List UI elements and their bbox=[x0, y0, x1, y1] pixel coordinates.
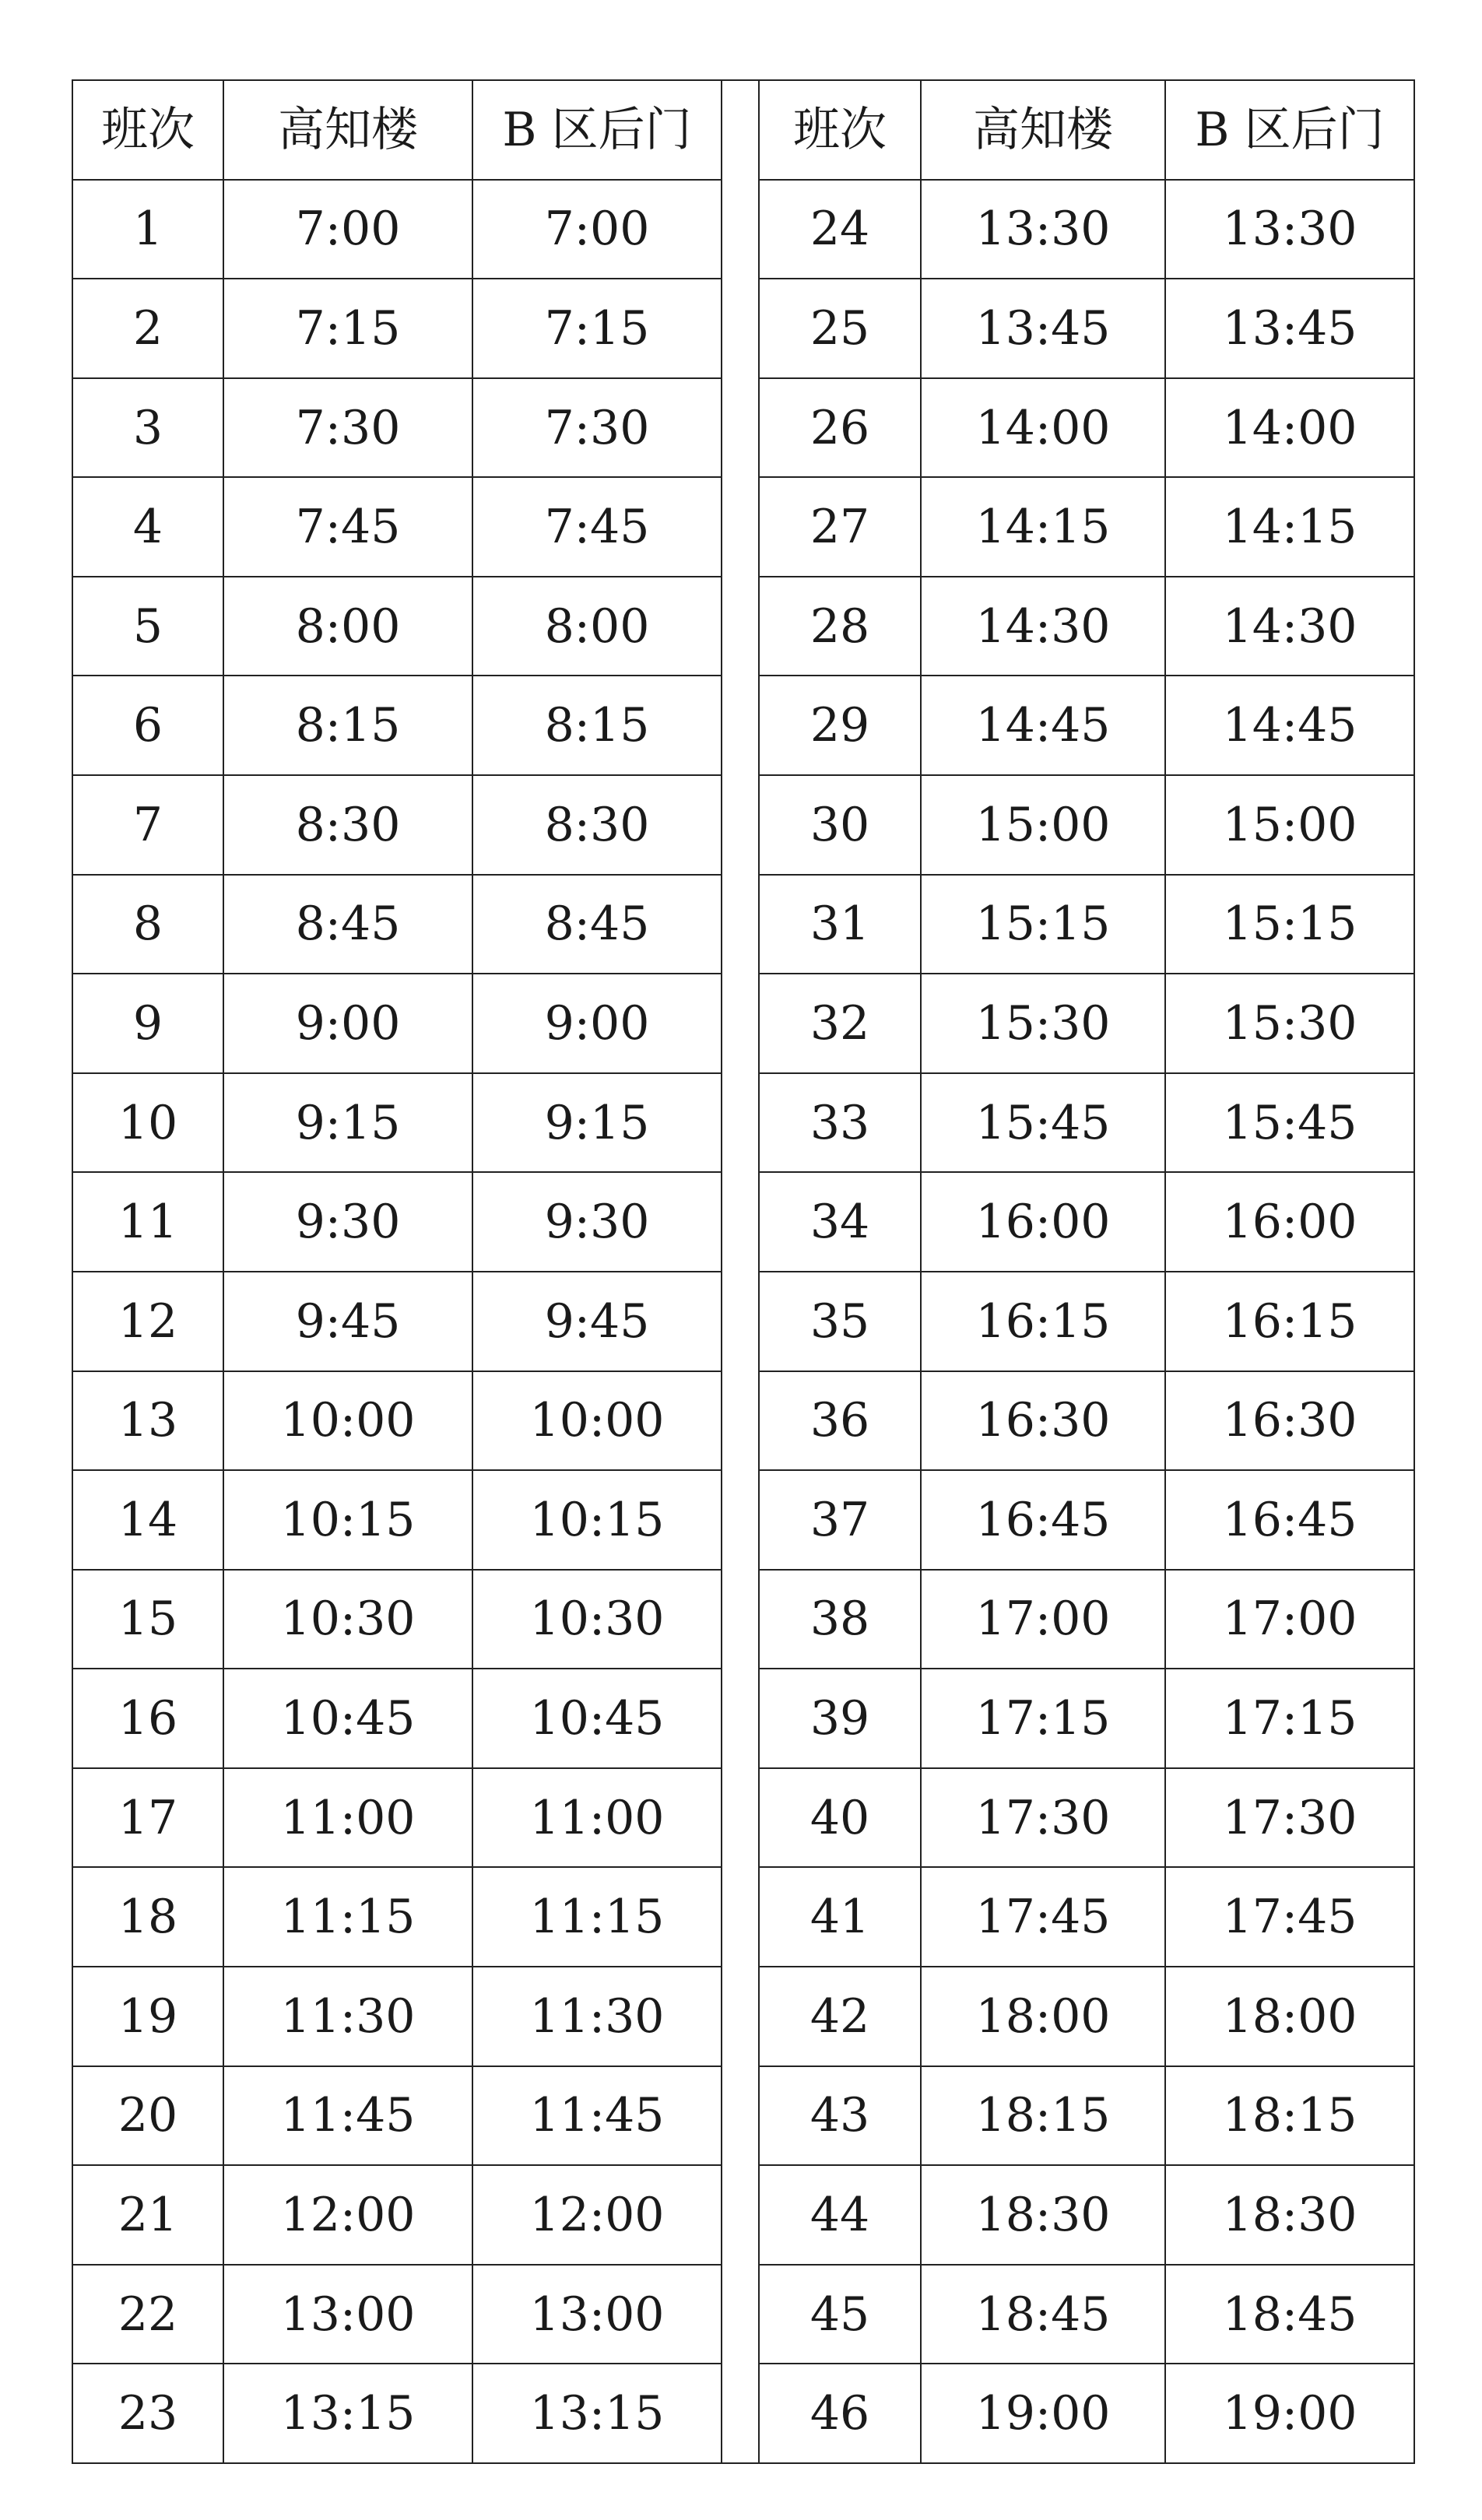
left-gaozhi-building-time: 8:15 bbox=[223, 676, 472, 775]
column-gap bbox=[722, 775, 759, 875]
header-gaozhi-building-time: 高知楼 bbox=[921, 80, 1165, 180]
right-b-area-back-gate-time: 16:00 bbox=[1165, 1172, 1414, 1272]
table-row bbox=[72, 2265, 1414, 2364]
column-gap bbox=[722, 2165, 759, 2265]
column-gap bbox=[722, 1073, 759, 1173]
left-trip-number: 22 bbox=[72, 2265, 223, 2364]
table-row bbox=[72, 577, 1414, 676]
right-gaozhi-building-time: 15:15 bbox=[921, 875, 1165, 974]
left-b-area-back-gate-time: 9:30 bbox=[472, 1172, 722, 1272]
column-gap bbox=[722, 180, 759, 279]
column-gap bbox=[722, 676, 759, 775]
right-gaozhi-building-time: 17:15 bbox=[921, 1669, 1165, 1768]
right-gaozhi-building-time: 14:00 bbox=[921, 378, 1165, 478]
right-gaozhi-building-time: 15:00 bbox=[921, 775, 1165, 875]
right-trip-number: 41 bbox=[759, 1867, 921, 1967]
right-trip-number: 36 bbox=[759, 1371, 921, 1471]
left-trip-number: 23 bbox=[72, 2364, 223, 2463]
left-gaozhi-building-time: 8:45 bbox=[223, 875, 472, 974]
right-b-area-back-gate-time: 14:45 bbox=[1165, 676, 1414, 775]
table-row bbox=[72, 974, 1414, 1073]
right-trip-number: 37 bbox=[759, 1470, 921, 1570]
left-b-area-back-gate-time: 11:15 bbox=[472, 1867, 722, 1967]
table-row bbox=[72, 775, 1414, 875]
right-gaozhi-building-time: 18:00 bbox=[921, 1967, 1165, 2066]
left-gaozhi-building-time: 13:15 bbox=[223, 2364, 472, 2463]
left-b-area-back-gate-time: 8:00 bbox=[472, 577, 722, 676]
table-row bbox=[72, 1073, 1414, 1173]
column-gap bbox=[722, 974, 759, 1073]
right-trip-number: 27 bbox=[759, 477, 921, 577]
column-gap bbox=[722, 1172, 759, 1272]
right-gaozhi-building-time: 17:45 bbox=[921, 1867, 1165, 1967]
table-row bbox=[72, 1967, 1414, 2066]
right-gaozhi-building-time: 16:30 bbox=[921, 1371, 1165, 1471]
left-gaozhi-building-time: 11:30 bbox=[223, 1967, 472, 2066]
column-gap bbox=[722, 1669, 759, 1768]
left-b-area-back-gate-time: 11:30 bbox=[472, 1967, 722, 2066]
right-b-area-back-gate-time: 18:30 bbox=[1165, 2165, 1414, 2265]
left-trip-number: 11 bbox=[72, 1172, 223, 1272]
column-gap bbox=[722, 875, 759, 974]
left-gaozhi-building-time: 7:00 bbox=[223, 180, 472, 279]
right-b-area-back-gate-time: 15:45 bbox=[1165, 1073, 1414, 1173]
right-b-area-back-gate-time: 13:30 bbox=[1165, 180, 1414, 279]
right-gaozhi-building-time: 18:15 bbox=[921, 2066, 1165, 2166]
right-gaozhi-building-time: 19:00 bbox=[921, 2364, 1165, 2463]
right-trip-number: 31 bbox=[759, 875, 921, 974]
right-gaozhi-building-time: 15:45 bbox=[921, 1073, 1165, 1173]
right-b-area-back-gate-time: 18:45 bbox=[1165, 2265, 1414, 2364]
right-trip-number: 32 bbox=[759, 974, 921, 1073]
right-b-area-back-gate-time: 16:15 bbox=[1165, 1272, 1414, 1371]
left-gaozhi-building-time: 9:00 bbox=[223, 974, 472, 1073]
left-trip-number: 6 bbox=[72, 676, 223, 775]
left-trip-number: 16 bbox=[72, 1669, 223, 1768]
left-trip-number: 10 bbox=[72, 1073, 223, 1173]
table-row bbox=[72, 2364, 1414, 2463]
table-row bbox=[72, 1371, 1414, 1471]
table-row bbox=[72, 1470, 1414, 1570]
right-b-area-back-gate-time: 13:45 bbox=[1165, 279, 1414, 378]
left-gaozhi-building-time: 9:45 bbox=[223, 1272, 472, 1371]
left-gaozhi-building-time: 9:15 bbox=[223, 1073, 472, 1173]
left-b-area-back-gate-time: 8:30 bbox=[472, 775, 722, 875]
left-gaozhi-building-time: 9:30 bbox=[223, 1172, 472, 1272]
right-trip-number: 24 bbox=[759, 180, 921, 279]
table-row bbox=[72, 1768, 1414, 1868]
right-gaozhi-building-time: 14:15 bbox=[921, 477, 1165, 577]
right-gaozhi-building-time: 17:30 bbox=[921, 1768, 1165, 1868]
column-gap bbox=[722, 279, 759, 378]
right-gaozhi-building-time: 18:45 bbox=[921, 2265, 1165, 2364]
right-b-area-back-gate-time: 19:00 bbox=[1165, 2364, 1414, 2463]
left-gaozhi-building-time: 11:00 bbox=[223, 1768, 472, 1868]
table-row bbox=[72, 1669, 1414, 1768]
table-row bbox=[72, 1272, 1414, 1371]
column-gap bbox=[722, 2265, 759, 2364]
left-gaozhi-building-time: 8:00 bbox=[223, 577, 472, 676]
left-b-area-back-gate-time: 8:45 bbox=[472, 875, 722, 974]
header-b-area-back-gate-time: B 区后门 bbox=[472, 80, 722, 180]
right-trip-number: 39 bbox=[759, 1669, 921, 1768]
left-gaozhi-building-time: 11:45 bbox=[223, 2066, 472, 2166]
right-trip-number: 45 bbox=[759, 2265, 921, 2364]
right-trip-number: 40 bbox=[759, 1768, 921, 1868]
table-row bbox=[72, 1172, 1414, 1272]
table-row bbox=[72, 1867, 1414, 1967]
right-gaozhi-building-time: 18:30 bbox=[921, 2165, 1165, 2265]
right-trip-number: 29 bbox=[759, 676, 921, 775]
left-trip-number: 13 bbox=[72, 1371, 223, 1471]
right-trip-number: 28 bbox=[759, 577, 921, 676]
header-gaozhi-building-time: 高知楼 bbox=[223, 80, 472, 180]
right-b-area-back-gate-time: 18:00 bbox=[1165, 1967, 1414, 2066]
right-trip-number: 43 bbox=[759, 2066, 921, 2166]
table-row bbox=[72, 378, 1414, 478]
right-gaozhi-building-time: 14:30 bbox=[921, 577, 1165, 676]
left-b-area-back-gate-time: 7:45 bbox=[472, 477, 722, 577]
right-b-area-back-gate-time: 17:30 bbox=[1165, 1768, 1414, 1868]
right-gaozhi-building-time: 13:30 bbox=[921, 180, 1165, 279]
right-b-area-back-gate-time: 16:30 bbox=[1165, 1371, 1414, 1471]
right-trip-number: 34 bbox=[759, 1172, 921, 1272]
column-gap bbox=[722, 1867, 759, 1967]
left-trip-number: 8 bbox=[72, 875, 223, 974]
right-b-area-back-gate-time: 17:00 bbox=[1165, 1570, 1414, 1669]
right-trip-number: 30 bbox=[759, 775, 921, 875]
left-trip-number: 18 bbox=[72, 1867, 223, 1967]
column-gap bbox=[722, 1371, 759, 1471]
left-b-area-back-gate-time: 8:15 bbox=[472, 676, 722, 775]
left-gaozhi-building-time: 8:30 bbox=[223, 775, 472, 875]
left-trip-number: 1 bbox=[72, 180, 223, 279]
header-trip-number: 班次 bbox=[759, 80, 921, 180]
left-b-area-back-gate-time: 13:00 bbox=[472, 2265, 722, 2364]
left-gaozhi-building-time: 13:00 bbox=[223, 2265, 472, 2364]
left-b-area-back-gate-time: 7:15 bbox=[472, 279, 722, 378]
left-b-area-back-gate-time: 11:45 bbox=[472, 2066, 722, 2166]
left-gaozhi-building-time: 12:00 bbox=[223, 2165, 472, 2265]
table-row bbox=[72, 180, 1414, 279]
column-gap bbox=[722, 477, 759, 577]
right-trip-number: 26 bbox=[759, 378, 921, 478]
header-b-area-back-gate-time: B 区后门 bbox=[1165, 80, 1414, 180]
right-gaozhi-building-time: 16:00 bbox=[921, 1172, 1165, 1272]
left-trip-number: 4 bbox=[72, 477, 223, 577]
left-b-area-back-gate-time: 7:30 bbox=[472, 378, 722, 478]
right-b-area-back-gate-time: 15:30 bbox=[1165, 974, 1414, 1073]
right-b-area-back-gate-time: 15:15 bbox=[1165, 875, 1414, 974]
left-gaozhi-building-time: 10:00 bbox=[223, 1371, 472, 1471]
left-gaozhi-building-time: 10:15 bbox=[223, 1470, 472, 1570]
table-row bbox=[72, 2165, 1414, 2265]
right-trip-number: 44 bbox=[759, 2165, 921, 2265]
right-gaozhi-building-time: 15:30 bbox=[921, 974, 1165, 1073]
table-row bbox=[72, 2066, 1414, 2166]
left-b-area-back-gate-time: 12:00 bbox=[472, 2165, 722, 2265]
right-b-area-back-gate-time: 17:45 bbox=[1165, 1867, 1414, 1967]
left-gaozhi-building-time: 10:45 bbox=[223, 1669, 472, 1768]
left-trip-number: 15 bbox=[72, 1570, 223, 1669]
column-gap bbox=[722, 2066, 759, 2166]
right-b-area-back-gate-time: 18:15 bbox=[1165, 2066, 1414, 2166]
right-b-area-back-gate-time: 15:00 bbox=[1165, 775, 1414, 875]
left-gaozhi-building-time: 7:15 bbox=[223, 279, 472, 378]
column-gap bbox=[722, 577, 759, 676]
right-gaozhi-building-time: 13:45 bbox=[921, 279, 1165, 378]
column-gap bbox=[722, 1470, 759, 1570]
left-b-area-back-gate-time: 10:15 bbox=[472, 1470, 722, 1570]
column-gap bbox=[722, 1570, 759, 1669]
left-trip-number: 14 bbox=[72, 1470, 223, 1570]
right-trip-number: 38 bbox=[759, 1570, 921, 1669]
right-gaozhi-building-time: 16:45 bbox=[921, 1470, 1165, 1570]
right-trip-number: 25 bbox=[759, 279, 921, 378]
left-gaozhi-building-time: 7:30 bbox=[223, 378, 472, 478]
left-trip-number: 3 bbox=[72, 378, 223, 478]
right-trip-number: 42 bbox=[759, 1967, 921, 2066]
right-trip-number: 35 bbox=[759, 1272, 921, 1371]
column-gap bbox=[722, 1768, 759, 1868]
left-b-area-back-gate-time: 9:00 bbox=[472, 974, 722, 1073]
table-row bbox=[72, 875, 1414, 974]
left-b-area-back-gate-time: 10:45 bbox=[472, 1669, 722, 1768]
left-trip-number: 2 bbox=[72, 279, 223, 378]
left-trip-number: 7 bbox=[72, 775, 223, 875]
left-gaozhi-building-time: 7:45 bbox=[223, 477, 472, 577]
left-trip-number: 5 bbox=[72, 577, 223, 676]
left-trip-number: 17 bbox=[72, 1768, 223, 1868]
column-gap bbox=[722, 378, 759, 478]
column-gap bbox=[722, 1272, 759, 1371]
left-trip-number: 12 bbox=[72, 1272, 223, 1371]
left-trip-number: 20 bbox=[72, 2066, 223, 2166]
column-gap bbox=[722, 1967, 759, 2066]
left-gaozhi-building-time: 11:15 bbox=[223, 1867, 472, 1967]
right-b-area-back-gate-time: 17:15 bbox=[1165, 1669, 1414, 1768]
header-row bbox=[72, 80, 1414, 180]
left-b-area-back-gate-time: 11:00 bbox=[472, 1768, 722, 1868]
right-b-area-back-gate-time: 16:45 bbox=[1165, 1470, 1414, 1570]
left-b-area-back-gate-time: 7:00 bbox=[472, 180, 722, 279]
right-gaozhi-building-time: 14:45 bbox=[921, 676, 1165, 775]
right-gaozhi-building-time: 17:00 bbox=[921, 1570, 1165, 1669]
right-b-area-back-gate-time: 14:15 bbox=[1165, 477, 1414, 577]
right-trip-number: 33 bbox=[759, 1073, 921, 1173]
column-gap bbox=[722, 80, 759, 180]
table-row bbox=[72, 1570, 1414, 1669]
right-trip-number: 46 bbox=[759, 2364, 921, 2463]
table-row bbox=[72, 477, 1414, 577]
left-gaozhi-building-time: 10:30 bbox=[223, 1570, 472, 1669]
left-trip-number: 19 bbox=[72, 1967, 223, 2066]
left-b-area-back-gate-time: 10:30 bbox=[472, 1570, 722, 1669]
left-b-area-back-gate-time: 9:45 bbox=[472, 1272, 722, 1371]
right-b-area-back-gate-time: 14:00 bbox=[1165, 378, 1414, 478]
column-gap bbox=[722, 2364, 759, 2463]
shuttle-schedule-table bbox=[72, 79, 1415, 2464]
left-b-area-back-gate-time: 10:00 bbox=[472, 1371, 722, 1471]
right-b-area-back-gate-time: 14:30 bbox=[1165, 577, 1414, 676]
left-trip-number: 9 bbox=[72, 974, 223, 1073]
left-b-area-back-gate-time: 13:15 bbox=[472, 2364, 722, 2463]
table-row bbox=[72, 279, 1414, 378]
left-b-area-back-gate-time: 9:15 bbox=[472, 1073, 722, 1173]
table-row bbox=[72, 676, 1414, 775]
header-trip-number: 班次 bbox=[72, 80, 223, 180]
left-trip-number: 21 bbox=[72, 2165, 223, 2265]
right-gaozhi-building-time: 16:15 bbox=[921, 1272, 1165, 1371]
